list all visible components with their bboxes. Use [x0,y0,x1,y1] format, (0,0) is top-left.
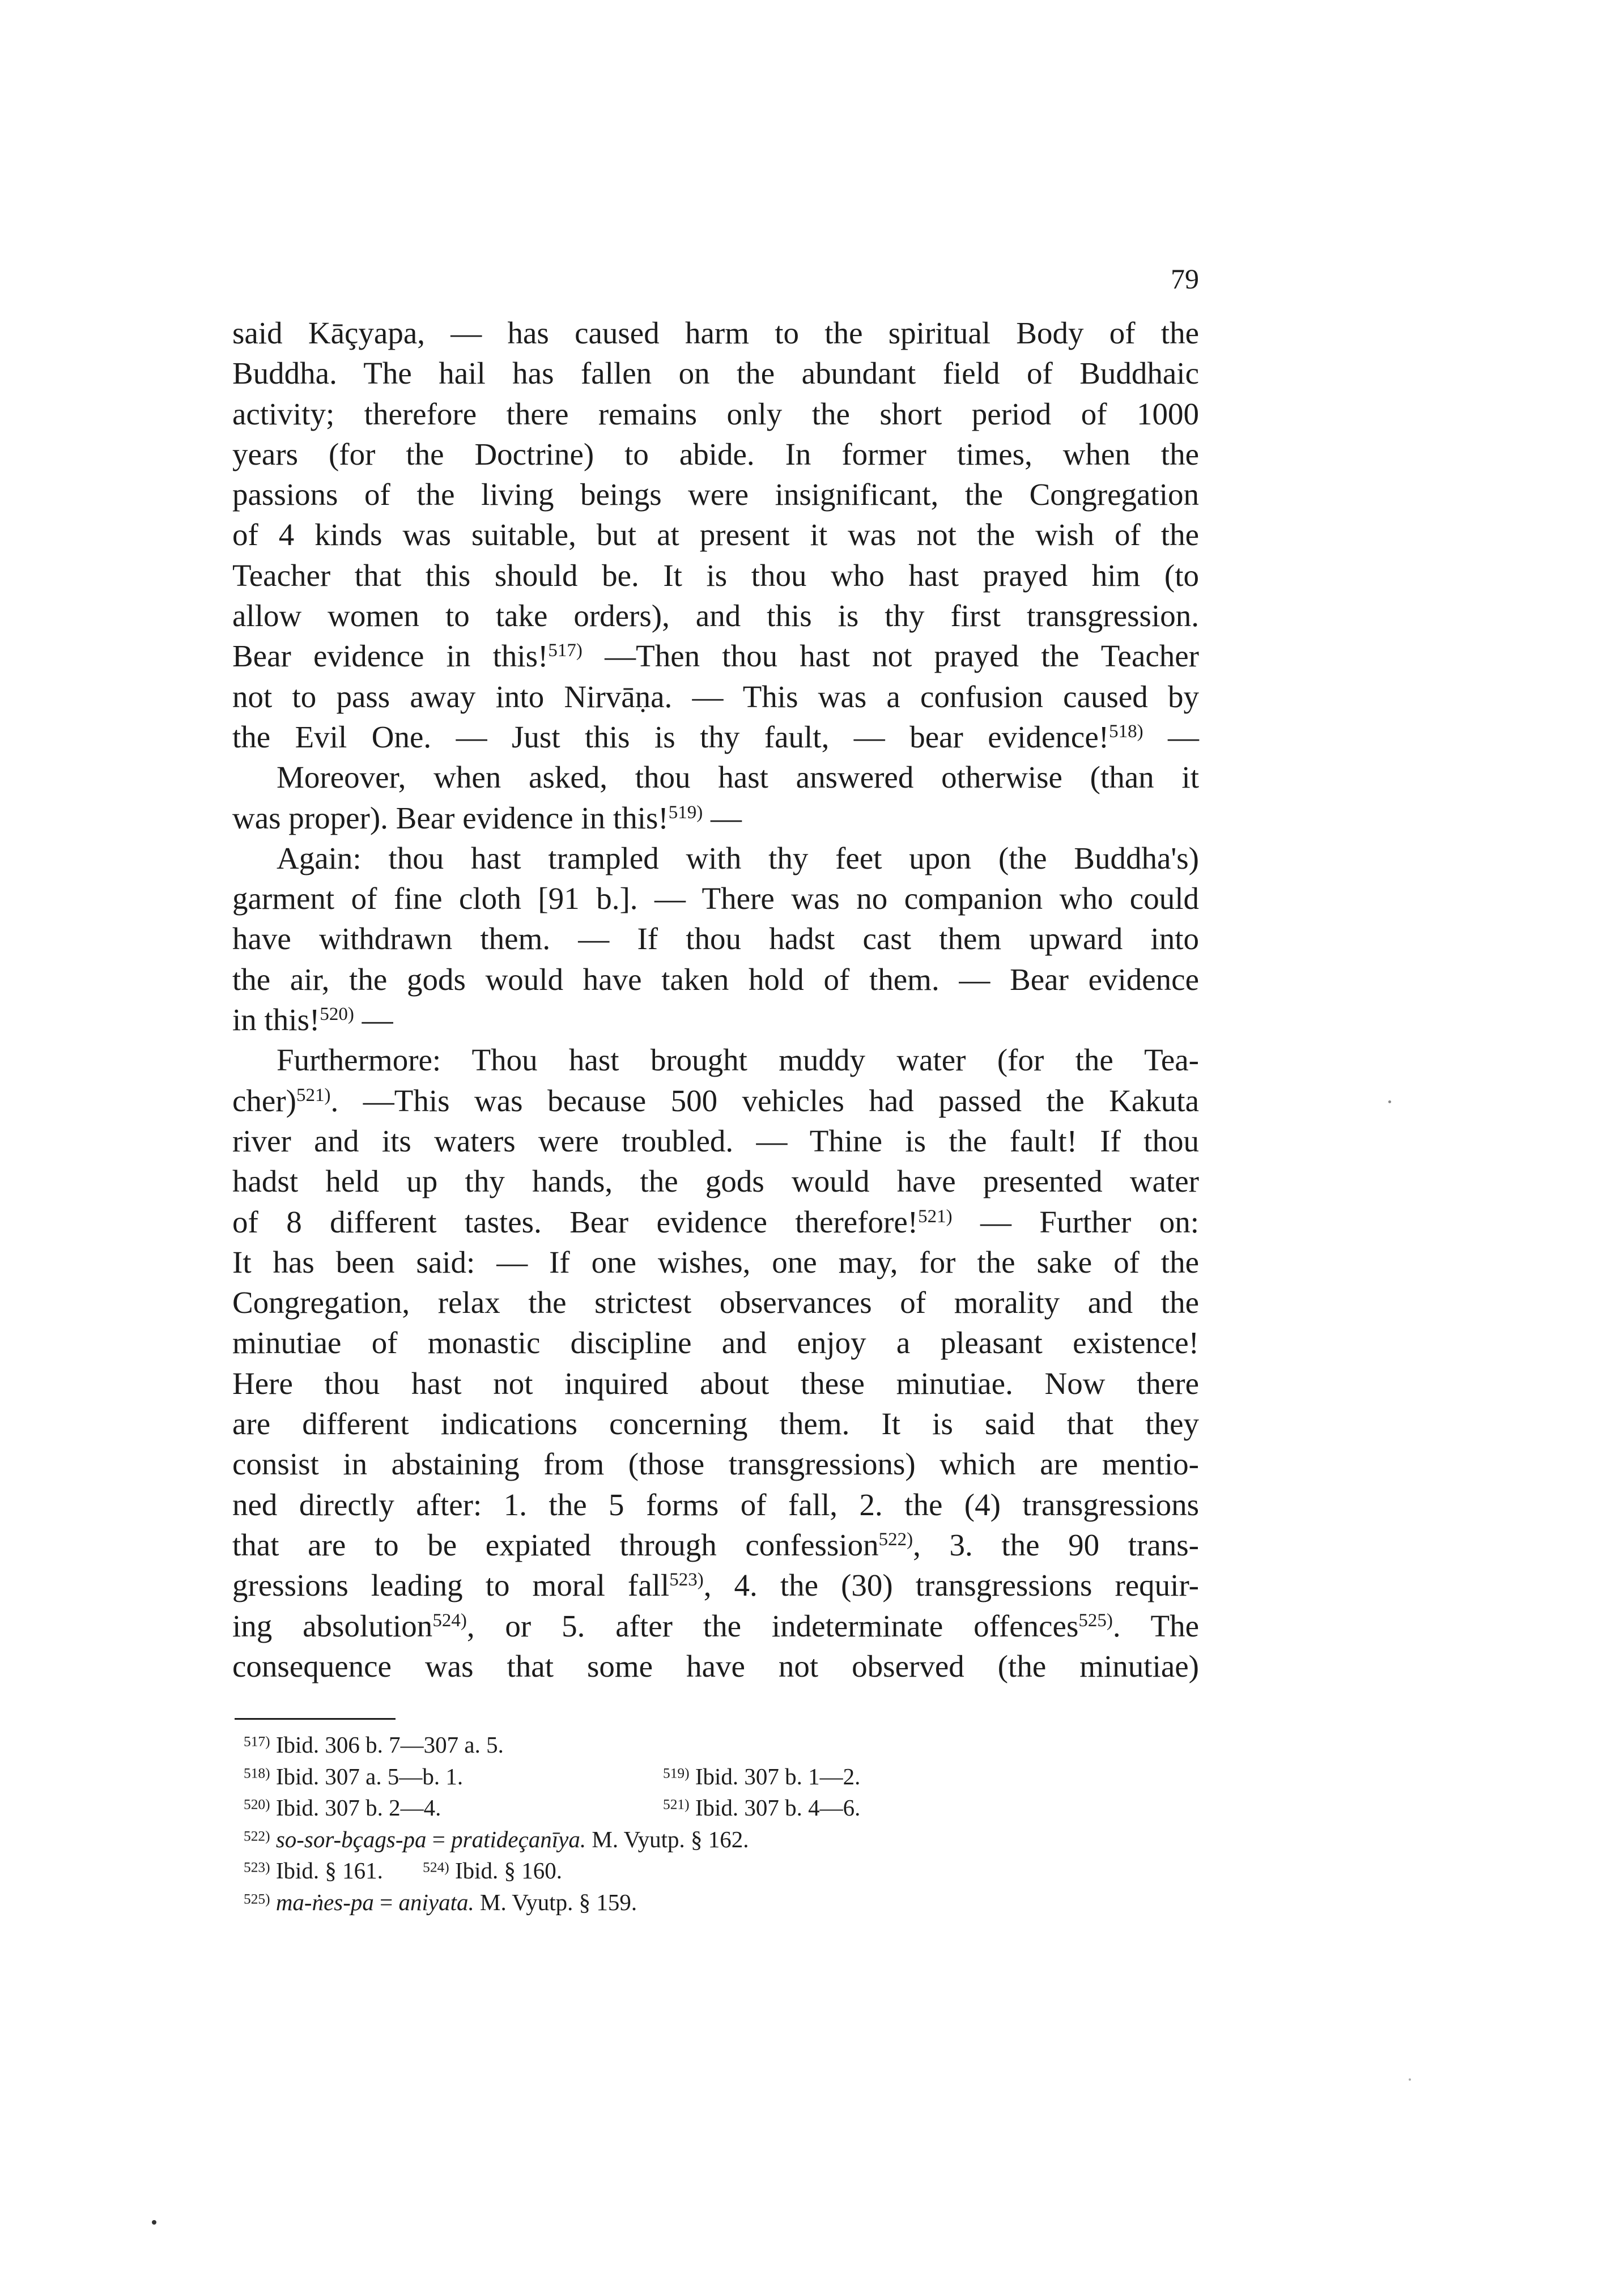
footnote-mark: 517) [244,1733,270,1750]
text-line [232,798,1199,838]
footnote-text: Ibid. 307 b. 1—2. [695,1763,861,1789]
footnote-ref-522: 522) [878,1529,913,1550]
footnote-source: M. Vyutp. § 159. [474,1889,637,1915]
text-line [232,1565,1199,1605]
text-line: Again: thou hast trampled with thy feet upon (the Buddha's) [277,840,1199,875]
text-fragment: . The [1112,1608,1200,1643]
paper-speck [1409,2078,1411,2081]
sanskrit-term: aniyata. [398,1889,474,1915]
footnote-source: M. Vyutp. § 162. [586,1826,749,1852]
footnote-520 [244,1795,441,1821]
footnote-text: Ibid. § 160. [454,1857,562,1883]
text-line: garment of fine cloth [91 b.]. — There was no companion who could [232,881,1199,916]
footnote-mark: 520) [244,1796,270,1813]
text-fragment: was proper). Bear evidence in this! [232,800,669,835]
text-fragment: , or 5. after the indeterminate offences [466,1608,1079,1643]
footnote-ref-521: 521) [296,1085,331,1106]
text-fragment: — [354,1002,393,1038]
paper-speck [152,2220,156,2225]
text-line: years (for the Doctrine) to abide. In former times, when the [232,436,1199,471]
text-fragment: that are to be expiated through confession [232,1527,879,1562]
text-line [232,636,1199,676]
text-line: allow women to take orders), and this is thy first transgression. [232,598,1199,633]
footnote-text: Ibid. § 161. [275,1857,383,1883]
text-fragment: , 4. the (30) transgressions requir- [703,1568,1199,1603]
text-line: Teacher that this should be. It is thou who hast prayed him (to [232,558,1199,593]
text-line: passions of the living beings were insignificant, the Congregation [232,477,1199,512]
footnote-ref-521: 521) [918,1206,953,1227]
footnote-523 [244,1857,383,1883]
footnote-line [244,1855,1207,1887]
text-fragment: the Evil One. — Just this is thy fault, — bear evidence! [232,719,1109,754]
text-line: Congregation, relax the strictest observances of morality and the [232,1285,1199,1320]
paper-speck [1388,1100,1391,1103]
footnote-line [244,1887,1207,1919]
text-fragment: cher) [232,1083,296,1118]
footnote-line [244,1761,1207,1793]
text-line: river and its waters were troubled. — Thine is the fault! If thou [232,1123,1199,1158]
footnote-mark: 522) [244,1828,270,1844]
text-line: consist in abstaining from (those transgressions) which are mentio- [232,1447,1199,1482]
tibetan-term: ma-ṅes-pa [275,1889,374,1915]
footnote-text: Ibid. 307 b. 2—4. [275,1795,441,1821]
footnote-517 [244,1732,504,1758]
text-line [232,717,1199,757]
footnote-mark: 519) [663,1765,690,1781]
text-fragment: of 8 different tastes. Bear evidence therefore! [232,1204,919,1239]
text-line [232,1000,1199,1040]
text-fragment: — [1143,719,1200,754]
text-line [232,1081,1199,1121]
footnote-line [244,1792,1207,1824]
body-text [232,313,1199,1686]
footnote-mark: 518) [244,1765,270,1781]
footnote-518 [244,1763,463,1789]
footnote-separator [235,1718,396,1720]
footnote-ref-520: 520) [320,1004,354,1024]
text-fragment: , 3. the 90 trans- [913,1527,1199,1562]
footnote-mark: 523) [244,1859,270,1876]
text-line [232,1202,1199,1242]
text-line: not to pass away into Nirvāṇa. — This was a confusion caused by [232,679,1199,714]
footnote-ref-525: 525) [1078,1610,1113,1631]
text-line: ned directly after: 1. the 5 forms of fall, 2. the (4) transgressions [232,1487,1199,1522]
footnote-ref-519: 519) [668,802,703,823]
page-number: 79 [1171,263,1199,295]
footnotes [244,1729,1207,1918]
text-line: hadst held up thy hands, the gods would have presented water [232,1164,1199,1199]
footnote-ref-518: 518) [1109,721,1143,742]
equals-sign: = [426,1826,452,1852]
footnote-mark: 524) [423,1859,449,1876]
text-line [232,1525,1199,1565]
text-fragment: Bear evidence in this! [232,639,549,674]
text-line: minutiae of monastic discipline and enjoy a pleasant existence! [232,1325,1199,1360]
text-line: have withdrawn them. — If thou hadst cast them upward into [232,921,1199,956]
text-line: Moreover, when asked, thou hast answered otherwise (than it [277,760,1199,795]
text-fragment: — [703,800,742,835]
text-fragment: —Then thou hast not prayed the Teacher [582,639,1199,674]
footnote-521 [663,1792,860,1824]
text-line: said Kāçyapa, — has caused harm to the spiritual Body of the [232,316,1199,350]
footnote-text: Ibid. 306 b. 7—307 a. 5. [275,1732,504,1758]
text-line: are different indications concerning them. It is said that they [232,1406,1199,1442]
footnote-mark: 525) [244,1891,270,1907]
footnote-522 [244,1826,749,1852]
footnote-mark: 521) [663,1796,690,1813]
sanskrit-term: pratideçanīya. [451,1826,586,1852]
footnote-line [244,1729,1207,1761]
text-line: the air, the gods would have taken hold of them. — Bear evidence [232,962,1199,997]
text-fragment: — Further on: [952,1204,1199,1239]
footnote-text: Ibid. 307 a. 5—b. 1. [275,1763,464,1789]
text-line [232,1606,1199,1646]
tibetan-term: so-sor-bçags-pa [275,1826,427,1852]
footnote-ref-524: 524) [432,1610,467,1631]
text-line: Furthermore: Thou hast brought muddy water (for the Tea- [277,1043,1199,1078]
footnote-524 [423,1857,562,1883]
text-fragment: . —This was because 500 vehicles had passed the Kakuta [330,1083,1199,1118]
equals-sign: = [373,1889,399,1915]
text-line: of 4 kinds was suitable, but at present it was not the wish of the [232,517,1199,552]
text-fragment: gressions leading to moral fall [232,1568,670,1603]
text-line: Buddha. The hail has fallen on the abundant field of Buddhaic [232,356,1199,391]
footnote-519 [663,1761,860,1793]
text-line: consequence was that some have not observed (the minutiae) [232,1648,1199,1683]
footnote-ref-517: 517) [548,640,583,661]
footnote-ref-523: 523) [669,1570,704,1591]
footnote-line [244,1824,1207,1856]
footnote-text: Ibid. 307 b. 4—6. [695,1795,861,1821]
text-fragment: in this! [232,1002,320,1038]
text-line: Here thou hast not inquired about these minutiae. Now there [232,1366,1199,1401]
text-line: activity; therefore there remains only the short period of 1000 [232,396,1199,431]
text-fragment: ing absolution [232,1608,433,1643]
text-line: It has been said: — If one wishes, one may, for the sake of the [232,1244,1199,1279]
footnote-525 [244,1889,637,1915]
